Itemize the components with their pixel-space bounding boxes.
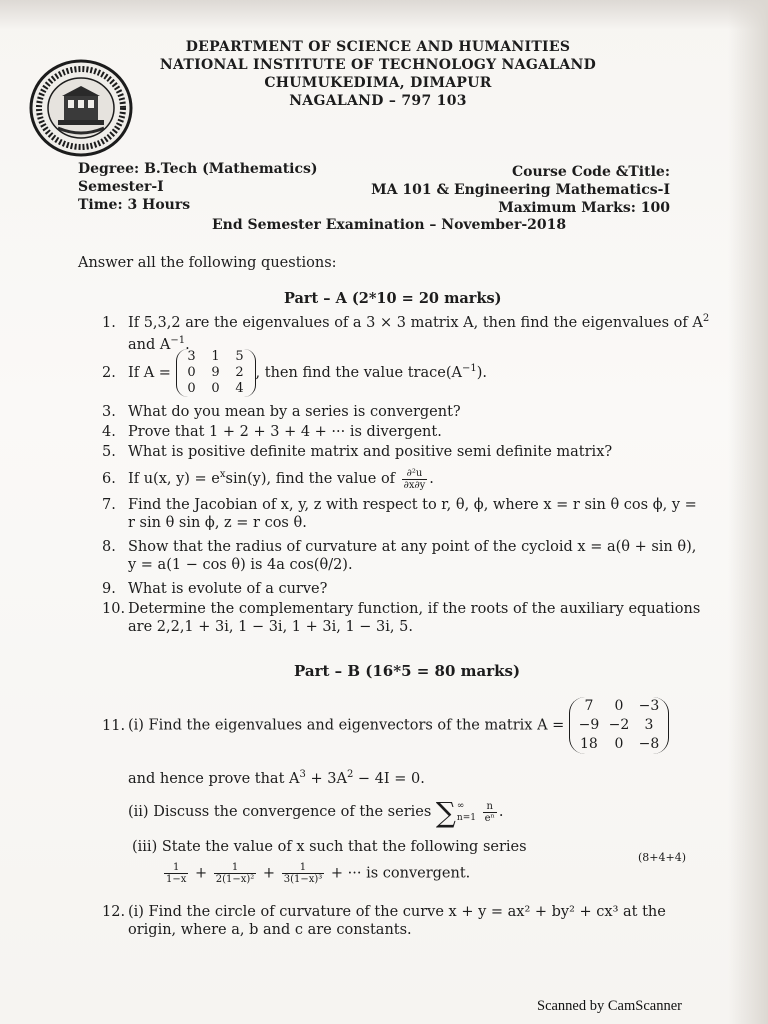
question-text: + ··· is convergent.: [330, 865, 471, 882]
question-text: What do you mean by a series is convergent?: [128, 404, 461, 420]
question-7: [102, 496, 697, 532]
matrix-cell: −8: [638, 736, 660, 752]
matrix-cell: 0: [187, 381, 196, 396]
part-b-heading: Part – B (16*5 = 80 marks): [294, 662, 521, 680]
question-text: .: [429, 471, 434, 487]
question-number: 6.: [102, 471, 116, 487]
matrix-cell: 0: [614, 736, 624, 752]
question-number: 8.: [102, 539, 116, 555]
question-11-series: $\frac{1}{1-x}$ + $\frac{1}{\text{2(1−x)²}}$ + $\frac{1}{\text{3(1−x)³}}$ + ··· is convergent.: [166, 862, 471, 885]
summation-lower-limit: n=1: [456, 813, 476, 823]
question-number: 1.: [102, 315, 116, 331]
question-text: .: [185, 337, 190, 353]
question-text: and A: [128, 337, 171, 353]
question-text: y = a(1 − cos θ) is 4a cos(θ/2).: [128, 557, 353, 573]
question-number: 7.: [102, 497, 116, 513]
question-12: [102, 903, 666, 939]
question-number: 12.: [102, 904, 126, 920]
question-text: ).: [476, 365, 487, 381]
fraction-numerator: ∂²u: [402, 468, 428, 480]
question-text: Determine the complementary function, if the roots of the auxiliary equations: [128, 601, 701, 617]
fraction-denominator: 2(1−x)²: [215, 874, 255, 885]
header-state-pin: NAGALAND – 797 103: [289, 93, 467, 109]
question-text: Find the Jacobian of x, y, z with respect to r, θ, ϕ, where x = r sin θ cos ϕ, y =: [128, 497, 697, 513]
question-number: 5.: [102, 444, 116, 460]
question-number: 10.: [102, 601, 126, 617]
question-6: [102, 466, 434, 491]
question-text: − 4I = 0.: [353, 771, 425, 787]
exam-title: End Semester Examination – November-2018: [212, 217, 567, 233]
partial-derivative-fraction: [402, 468, 428, 491]
superscript: 3: [299, 769, 306, 780]
question-text: (iii) State the value of x such that the following series: [132, 839, 527, 855]
matrix-cell: 18: [580, 736, 598, 752]
question-9: [102, 580, 327, 598]
header-location: CHUMUKEDIMA, DIMAPUR: [264, 75, 492, 91]
series-term-3: [282, 862, 325, 885]
matrix-cell: 3: [644, 717, 654, 733]
question-text: (i) Find the eigenvalues and eigenvectors of the matrix A =: [128, 717, 565, 734]
marks-distribution: (8+4+4): [637, 851, 686, 864]
matrix-cell: 2: [235, 365, 244, 380]
matrix-a: [176, 349, 256, 397]
matrix-cell: 9: [211, 365, 220, 380]
fraction-denominator: eⁿ: [484, 812, 495, 824]
question-text: origin, where a, b and c are constants.: [128, 922, 412, 938]
series-term-2: [214, 862, 257, 885]
question-text: .: [498, 804, 504, 820]
question-text: What is evolute of a curve?: [128, 581, 328, 597]
question-text: sin(y), find the value of: [225, 471, 396, 487]
scanner-watermark: Scanned by CamScanner: [537, 998, 682, 1014]
matrix-cell: 0: [187, 365, 196, 380]
instruction: Answer all the following questions:: [78, 255, 337, 271]
question-text: are 2,2,1 + 3i, 1 − 3i, 1 + 3i, 1 − 3i, 5.: [128, 619, 413, 635]
course-code-label: Course Code &Title:: [512, 164, 670, 180]
superscript: 2: [702, 313, 710, 324]
question-5: [102, 443, 612, 461]
question-text: If A =: [128, 365, 171, 381]
question-text: What is positive definite matrix and positive semi definite matrix?: [128, 444, 613, 460]
question-11-part-ii: [128, 796, 504, 829]
semester-label: Semester-I: [78, 179, 164, 195]
question-1: [102, 310, 709, 354]
question-8: [102, 538, 696, 574]
matrix-cell: −2: [608, 717, 630, 733]
part-a-heading: Part – A (2*10 = 20 marks): [284, 290, 502, 307]
exam-info-right: [371, 163, 670, 217]
question-text: + 3A: [305, 771, 347, 787]
superscript: −1: [170, 335, 186, 346]
question-number: 11.: [102, 717, 126, 734]
question-2: [102, 349, 487, 397]
question-text: (i) Find the circle of curvature of the curve x + y = ax² + by² + cx³ at the: [128, 904, 666, 920]
question-number: 9.: [102, 581, 116, 597]
question-4: [102, 423, 442, 441]
superscript: x: [219, 469, 226, 480]
time-label: Time: 3 Hours: [78, 197, 191, 213]
question-text: and hence prove that A: [128, 771, 300, 787]
question-text: (ii) Discuss the convergence of the series: [128, 804, 432, 820]
degree-label: Degree: B.Tech (Mathematics): [78, 161, 318, 177]
question-10: [102, 600, 700, 636]
question-11-part-iii: [132, 838, 527, 856]
question-text: Prove that 1 + 2 + 3 + 4 + ··· is divergent.: [128, 424, 442, 440]
scan-shadow-right: [728, 0, 768, 1024]
question-11-cayley-hamilton: [128, 766, 425, 788]
matrix-cell: 1: [211, 349, 220, 364]
question-text: r sin θ sin ϕ, z = r cos θ.: [128, 515, 307, 531]
header-department: DEPARTMENT OF SCIENCE AND HUMANITIES: [185, 39, 571, 55]
fraction-numerator: 1: [214, 862, 257, 874]
summation-symbol: ∑: [435, 796, 456, 829]
superscript: 2: [346, 769, 354, 780]
matrix-cell: 0: [614, 698, 624, 714]
exam-info-left: [78, 160, 318, 214]
matrix-cell: 4: [235, 381, 244, 396]
header-institute: NATIONAL INSTITUTE OF TECHNOLOGY NAGALAND: [159, 57, 597, 73]
question-11-part-i: [102, 697, 669, 754]
question-number: 3.: [102, 404, 116, 420]
institution-header: [148, 38, 608, 110]
matrix-cell: 7: [584, 698, 594, 714]
fraction-numerator: 1: [282, 862, 325, 874]
question-text: , then find the value trace(A: [255, 365, 462, 381]
question-text: Show that the radius of curvature at any point of the cycloid x = a(θ + sin θ),: [128, 539, 697, 555]
series-term-fraction: [483, 801, 497, 824]
fraction-denominator: ∂x∂y: [403, 479, 426, 491]
maximum-marks: Maximum Marks: 100: [498, 200, 670, 216]
fraction-denominator: 3(1−x)³: [283, 874, 323, 885]
question-number: 2.: [102, 365, 116, 381]
summation-limits: [457, 800, 476, 824]
course-title: MA 101 & Engineering Mathematics-I: [371, 182, 670, 198]
question-3: [102, 403, 461, 421]
fraction-numerator: 1: [164, 862, 188, 874]
superscript: −1: [461, 363, 477, 374]
scan-shadow-top: [0, 0, 768, 30]
matrix-cell: −9: [578, 717, 600, 733]
matrix-cell: 5: [235, 349, 244, 364]
matrix-cell: 3: [187, 349, 196, 364]
matrix-cell: 0: [211, 381, 220, 396]
matrix-cell: −3: [638, 698, 660, 714]
fraction-numerator: n: [483, 801, 497, 813]
fraction-denominator: 1−x: [166, 874, 187, 885]
question-text: If 5,3,2 are the eigenvalues of a 3 × 3 matrix A, then find the eigenvalues of A: [128, 315, 703, 331]
institution-seal-logo: [28, 58, 134, 158]
question-text: If u(x, y) = e: [128, 471, 220, 487]
series-term-1: [164, 862, 188, 885]
question-number: 4.: [102, 424, 116, 440]
matrix-a-part-b: [569, 697, 669, 754]
summation-upper-limit: ∞: [456, 801, 465, 811]
